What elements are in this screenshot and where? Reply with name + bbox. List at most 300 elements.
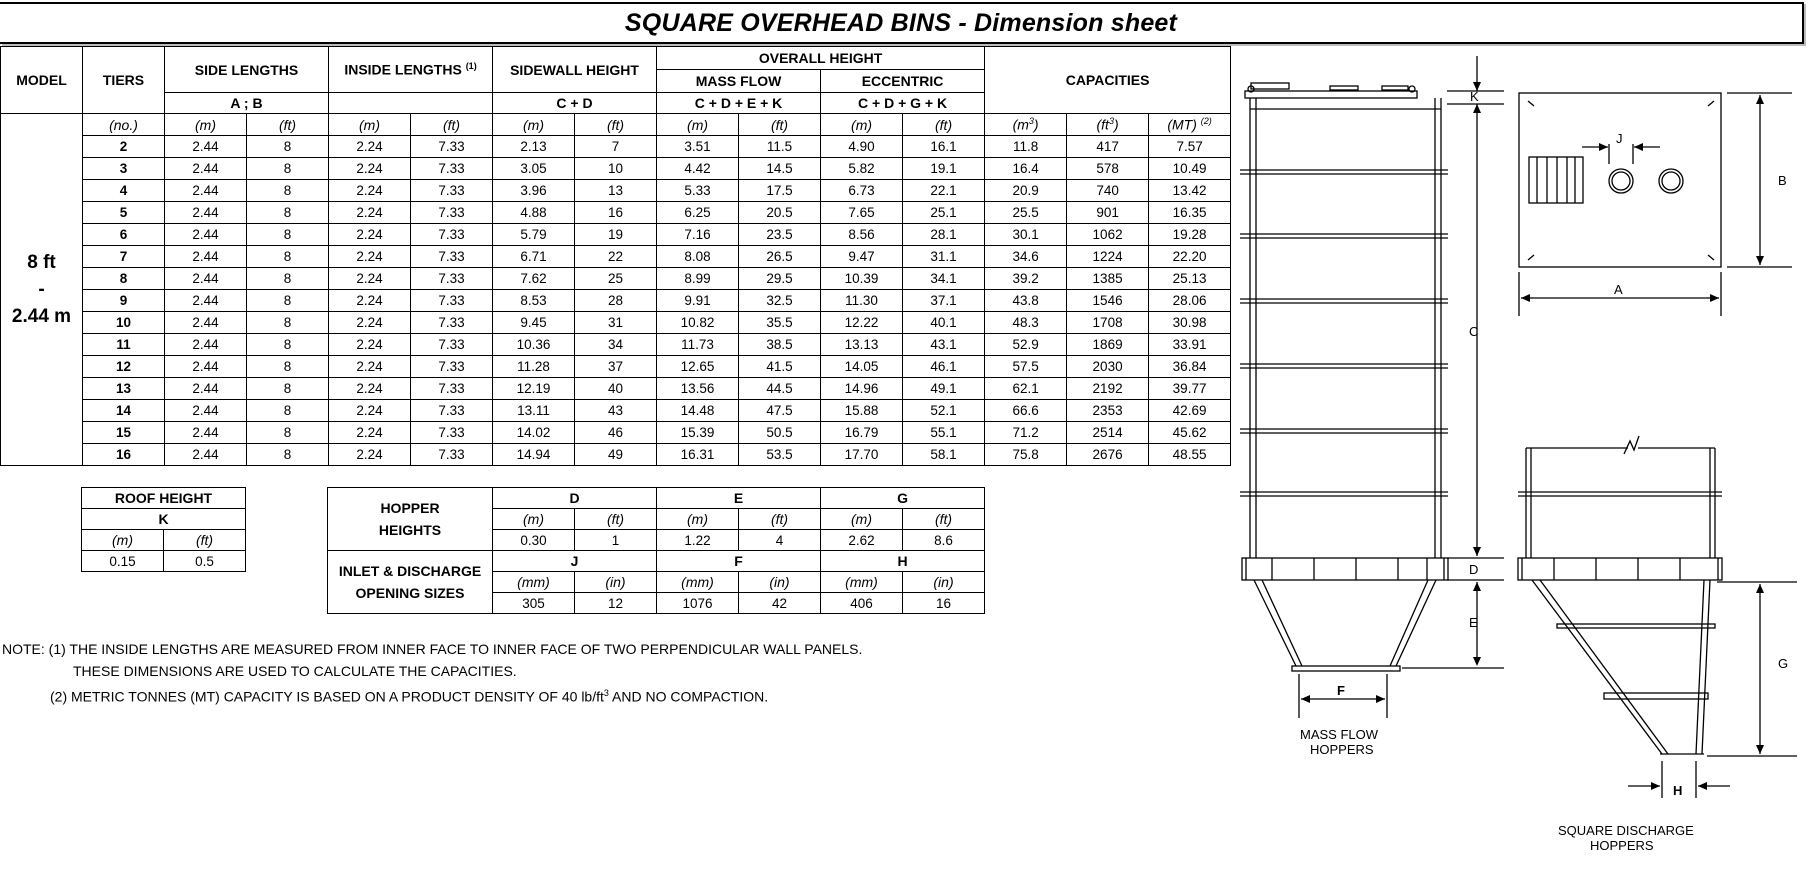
- table-cell: 2.24: [329, 202, 411, 224]
- table-cell: 30.98: [1149, 312, 1231, 334]
- table-cell: 417: [1067, 136, 1149, 158]
- table-cell: 3.51: [657, 136, 739, 158]
- table-cell: 2676: [1067, 444, 1149, 466]
- table-cell: 4.90: [821, 136, 903, 158]
- table-cell: 8: [247, 158, 329, 180]
- table-cell: 16.4: [985, 158, 1067, 180]
- unit-m: (m): [493, 114, 575, 136]
- table-cell: 19: [575, 224, 657, 246]
- dim-e-label: E: [1469, 615, 1478, 630]
- table-cell: 39.77: [1149, 378, 1231, 400]
- table-cell: 1062: [1067, 224, 1149, 246]
- unit-in: (in): [575, 572, 657, 593]
- table-cell: 28.1: [903, 224, 985, 246]
- tier-cell: 7: [83, 246, 165, 268]
- note-2: (2) METRIC TONNES (MT) CAPACITY IS BASED ON A PRODUCT DENSITY OF 40 $lb/ft^3$ AND NO COMPACTION.: [50, 688, 769, 705]
- table-cell: 19.28: [1149, 224, 1231, 246]
- table-cell: 7.33: [411, 180, 493, 202]
- table-cell: 8: [247, 422, 329, 444]
- table-cell: 58.1: [903, 444, 985, 466]
- table-cell: 8: [247, 444, 329, 466]
- table-cell: 2.24: [329, 356, 411, 378]
- table-cell: 8: [247, 202, 329, 224]
- table-cell: 2.24: [329, 400, 411, 422]
- table-cell: 2192: [1067, 378, 1149, 400]
- table-cell: 9.91: [657, 290, 739, 312]
- table-cell: 41.5: [739, 356, 821, 378]
- table-cell: 8: [247, 312, 329, 334]
- table-cell: 44.5: [739, 378, 821, 400]
- table-cell: 4.42: [657, 158, 739, 180]
- table-cell: 5.79: [493, 224, 575, 246]
- table-cell: 22: [575, 246, 657, 268]
- unit-m: (m): [329, 114, 411, 136]
- table-row: [1, 334, 1231, 356]
- table-cell: 2.44: [165, 246, 247, 268]
- unit-mm: (mm): [493, 572, 575, 593]
- unit-no: (no.): [83, 114, 165, 136]
- table-cell: 23.5: [739, 224, 821, 246]
- unit-ft: (ft): [575, 509, 657, 530]
- table-cell: 20.9: [985, 180, 1067, 202]
- table-cell: 10.49: [1149, 158, 1231, 180]
- table-cell: 2.44: [165, 202, 247, 224]
- table-cell: 7.16: [657, 224, 739, 246]
- table-cell: 2.24: [329, 312, 411, 334]
- table-cell: 31.1: [903, 246, 985, 268]
- tier-cell: 8: [83, 268, 165, 290]
- header-sidewall-height: SIDEWALL HEIGHT: [493, 47, 657, 93]
- table-cell: 22.20: [1149, 246, 1231, 268]
- unit-mm: (mm): [821, 572, 903, 593]
- table-cell: 2.44: [165, 378, 247, 400]
- table-cell: 13.11: [493, 400, 575, 422]
- table-cell: 20.5: [739, 202, 821, 224]
- table-cell: 16.31: [657, 444, 739, 466]
- table-cell: 7.33: [411, 334, 493, 356]
- header-inside-lengths-sub: [329, 93, 493, 114]
- table-cell: 29.5: [739, 268, 821, 290]
- table-cell: 740: [1067, 180, 1149, 202]
- table-cell: 1385: [1067, 268, 1149, 290]
- table-cell: 10.39: [821, 268, 903, 290]
- table-cell: 6.73: [821, 180, 903, 202]
- table-cell: 34.1: [903, 268, 985, 290]
- table-cell: 10.82: [657, 312, 739, 334]
- table-cell: 2.24: [329, 224, 411, 246]
- table-cell: 43: [575, 400, 657, 422]
- unit-ft: (ft): [903, 509, 985, 530]
- unit-m3: $(m^3)$: [985, 114, 1067, 136]
- hopper-g-m: 2.62: [821, 530, 903, 551]
- hopper-e-ft: 4: [739, 530, 821, 551]
- table-cell: 43.8: [985, 290, 1067, 312]
- dim-c-label: C: [1469, 324, 1479, 339]
- table-cell: 2.44: [165, 268, 247, 290]
- table-cell: 17.70: [821, 444, 903, 466]
- unit-m: (m): [657, 509, 739, 530]
- table-cell: 8.99: [657, 268, 739, 290]
- table-cell: 2.44: [165, 312, 247, 334]
- table-cell: 7.33: [411, 356, 493, 378]
- table-cell: 6.71: [493, 246, 575, 268]
- table-cell: 37: [575, 356, 657, 378]
- table-cell: 3.05: [493, 158, 575, 180]
- table-cell: 13.42: [1149, 180, 1231, 202]
- header-eccentric-sub: C + D + G + K: [821, 93, 985, 114]
- unit-in: (in): [739, 572, 821, 593]
- table-cell: 8: [247, 136, 329, 158]
- table-cell: 2.44: [165, 444, 247, 466]
- dim-f-label: F: [1337, 683, 1345, 698]
- tier-cell: 13: [83, 378, 165, 400]
- table-cell: 2.24: [329, 268, 411, 290]
- table-cell: 37.1: [903, 290, 985, 312]
- header-mass-flow-sub: C + D + E + K: [657, 93, 821, 114]
- table-cell: 7.33: [411, 312, 493, 334]
- inlet-label: INLET & DISCHARGE OPENING SIZES: [328, 551, 493, 614]
- unit-mm: (mm): [657, 572, 739, 593]
- unit-m: (m): [821, 509, 903, 530]
- table-cell: 7.33: [411, 378, 493, 400]
- table-cell: 28: [575, 290, 657, 312]
- notes: [2, 638, 862, 708]
- table-cell: 2.24: [329, 136, 411, 158]
- table-cell: 7.33: [411, 444, 493, 466]
- header-side-lengths: SIDE LENGTHS: [165, 47, 329, 93]
- table-cell: 7.33: [411, 422, 493, 444]
- unit-ft3: $(ft^3)$: [1067, 114, 1149, 136]
- tier-cell: 2: [83, 136, 165, 158]
- table-row: [1, 290, 1231, 312]
- tier-cell: 5: [83, 202, 165, 224]
- table-cell: 2.44: [165, 422, 247, 444]
- table-cell: 8: [247, 378, 329, 400]
- table-cell: 8: [247, 268, 329, 290]
- title-bar: [0, 2, 1804, 44]
- hopper-d-ft: 1: [575, 530, 657, 551]
- table-cell: 50.5: [739, 422, 821, 444]
- table-cell: 35.5: [739, 312, 821, 334]
- table-cell: 2.24: [329, 334, 411, 356]
- table-row: [1, 136, 1231, 158]
- table-cell: 14.02: [493, 422, 575, 444]
- table-cell: 8: [247, 290, 329, 312]
- bin-drawing: [1232, 46, 1812, 856]
- table-cell: 2.24: [329, 246, 411, 268]
- header-side-lengths-sub: A ; B: [165, 93, 329, 114]
- unit-m: (m): [165, 114, 247, 136]
- roof-unit-ft: (ft): [164, 530, 246, 551]
- roof-sub: K: [82, 509, 246, 530]
- opening-h-in: 16: [903, 593, 985, 614]
- table-cell: 10: [575, 158, 657, 180]
- table-cell: 32.5: [739, 290, 821, 312]
- table-cell: 40.1: [903, 312, 985, 334]
- table-cell: 2.44: [165, 400, 247, 422]
- table-cell: 2.24: [329, 158, 411, 180]
- table-cell: 42.69: [1149, 400, 1231, 422]
- opening-f-in: 42: [739, 593, 821, 614]
- table-cell: 8: [247, 400, 329, 422]
- square-discharge-caption-2: HOPPERS: [1590, 838, 1654, 853]
- unit-m: (m): [657, 114, 739, 136]
- header-tiers: TIERS: [83, 47, 165, 114]
- table-cell: 11.5: [739, 136, 821, 158]
- table-cell: 52.9: [985, 334, 1067, 356]
- dim-b-label: B: [1778, 173, 1787, 188]
- table-cell: 6.25: [657, 202, 739, 224]
- table-cell: 7.33: [411, 158, 493, 180]
- table-row: [1, 224, 1231, 246]
- square-discharge-caption: SQUARE DISCHARGE: [1558, 823, 1694, 838]
- table-cell: 30.1: [985, 224, 1067, 246]
- table-cell: 71.2: [985, 422, 1067, 444]
- table-cell: 49: [575, 444, 657, 466]
- table-cell: 48.55: [1149, 444, 1231, 466]
- table-cell: 26.5: [739, 246, 821, 268]
- table-cell: 12.22: [821, 312, 903, 334]
- dim-d-label: D: [1469, 562, 1479, 577]
- table-cell: 1708: [1067, 312, 1149, 334]
- tier-cell: 15: [83, 422, 165, 444]
- table-cell: 11.73: [657, 334, 739, 356]
- header-eccentric: ECCENTRIC: [821, 70, 985, 93]
- tier-cell: 10: [83, 312, 165, 334]
- table-cell: 25.5: [985, 202, 1067, 224]
- table-cell: 13: [575, 180, 657, 202]
- header-overall-height: OVERALL HEIGHT: [657, 47, 985, 70]
- table-cell: 38.5: [739, 334, 821, 356]
- table-cell: 11.28: [493, 356, 575, 378]
- table-cell: 8: [247, 334, 329, 356]
- mass-flow-caption: MASS FLOW: [1300, 727, 1379, 742]
- note-1: NOTE: (1) THE INSIDE LENGTHS ARE MEASURED FROM INNER FACE TO INNER FACE OF TWO PERPENDICULAR WALL PANELS.: [2, 641, 863, 657]
- table-cell: 55.1: [903, 422, 985, 444]
- opening-j-mm: 305: [493, 593, 575, 614]
- table-cell: 2.44: [165, 180, 247, 202]
- tier-cell: 3: [83, 158, 165, 180]
- table-cell: 34.6: [985, 246, 1067, 268]
- unit-ft: (ft): [739, 509, 821, 530]
- dim-h-label: H: [1673, 783, 1683, 798]
- table-cell: 2.44: [165, 224, 247, 246]
- table-cell: 14.5: [739, 158, 821, 180]
- hopper-g-ft: 8.6: [903, 530, 985, 551]
- table-cell: 8: [247, 356, 329, 378]
- table-cell: 9.47: [821, 246, 903, 268]
- table-cell: 578: [1067, 158, 1149, 180]
- table-cell: 13.13: [821, 334, 903, 356]
- table-cell: 57.5: [985, 356, 1067, 378]
- dimension-table: [0, 46, 1231, 466]
- table-cell: 16.35: [1149, 202, 1231, 224]
- table-cell: 7.33: [411, 136, 493, 158]
- table-cell: 45.62: [1149, 422, 1231, 444]
- table-cell: 16.1: [903, 136, 985, 158]
- hopper-e-header: E: [657, 488, 821, 509]
- table-cell: 5.33: [657, 180, 739, 202]
- table-row: [1, 356, 1231, 378]
- table-cell: 28.06: [1149, 290, 1231, 312]
- table-cell: 2353: [1067, 400, 1149, 422]
- table-cell: 7.33: [411, 268, 493, 290]
- units-row: [1, 114, 1231, 136]
- table-cell: 2030: [1067, 356, 1149, 378]
- table-cell: 3.96: [493, 180, 575, 202]
- roof-value-m: 0.15: [82, 551, 164, 572]
- table-row: [1, 312, 1231, 334]
- table-cell: 16.79: [821, 422, 903, 444]
- table-cell: 7.33: [411, 202, 493, 224]
- tier-cell: 6: [83, 224, 165, 246]
- table-cell: 25.1: [903, 202, 985, 224]
- table-cell: 2.24: [329, 444, 411, 466]
- table-cell: 47.5: [739, 400, 821, 422]
- table-cell: 2.44: [165, 334, 247, 356]
- table-row: [1, 202, 1231, 224]
- model-cell: 8 ft - 2.44 m: [1, 114, 83, 466]
- unit-ft: (ft): [575, 114, 657, 136]
- table-cell: 7.33: [411, 246, 493, 268]
- opening-f-mm: 1076: [657, 593, 739, 614]
- table-cell: 7.33: [411, 224, 493, 246]
- tier-cell: 16: [83, 444, 165, 466]
- table-cell: 34: [575, 334, 657, 356]
- unit-ft: (ft): [247, 114, 329, 136]
- table-cell: 10.36: [493, 334, 575, 356]
- table-cell: 9.45: [493, 312, 575, 334]
- unit-mt: (MT) $^{(2)}$: [1149, 114, 1231, 136]
- table-cell: 8.08: [657, 246, 739, 268]
- table-cell: 2.44: [165, 136, 247, 158]
- table-cell: 1546: [1067, 290, 1149, 312]
- table-cell: 52.1: [903, 400, 985, 422]
- table-cell: 25: [575, 268, 657, 290]
- opening-h-header: H: [821, 551, 985, 572]
- hopper-table: [327, 487, 985, 614]
- table-cell: 25.13: [1149, 268, 1231, 290]
- unit-ft: (ft): [739, 114, 821, 136]
- table-cell: 7.62: [493, 268, 575, 290]
- unit-in: (in): [903, 572, 985, 593]
- table-cell: 2.44: [165, 158, 247, 180]
- table-cell: 16: [575, 202, 657, 224]
- tier-cell: 11: [83, 334, 165, 356]
- header-mass-flow: MASS FLOW: [657, 70, 821, 93]
- table-cell: 19.1: [903, 158, 985, 180]
- table-cell: 39.2: [985, 268, 1067, 290]
- table-cell: 33.91: [1149, 334, 1231, 356]
- hopper-heights-label: HOPPER HEIGHTS: [328, 488, 493, 551]
- hopper-d-header: D: [493, 488, 657, 509]
- table-cell: 2.24: [329, 180, 411, 202]
- dim-k-label: K: [1470, 89, 1479, 104]
- table-row: [1, 158, 1231, 180]
- tier-cell: 14: [83, 400, 165, 422]
- header-sidewall-sub: C + D: [493, 93, 657, 114]
- table-cell: 2.24: [329, 422, 411, 444]
- header-inside-lengths: INSIDE LENGTHS $^{(1)}$: [329, 47, 493, 93]
- header-capacities: CAPACITIES: [985, 47, 1231, 114]
- table-cell: 12.19: [493, 378, 575, 400]
- tier-cell: 4: [83, 180, 165, 202]
- opening-f-header: F: [657, 551, 821, 572]
- table-row: [1, 268, 1231, 290]
- table-cell: 2.44: [165, 356, 247, 378]
- table-cell: 15.39: [657, 422, 739, 444]
- table-cell: 1224: [1067, 246, 1149, 268]
- unit-m: (m): [821, 114, 903, 136]
- table-cell: 8: [247, 224, 329, 246]
- mass-flow-caption-2: HOPPERS: [1310, 742, 1374, 757]
- table-cell: 43.1: [903, 334, 985, 356]
- table-cell: 66.6: [985, 400, 1067, 422]
- table-cell: 8: [247, 246, 329, 268]
- table-row: [1, 180, 1231, 202]
- table-cell: 11.30: [821, 290, 903, 312]
- table-cell: 2.24: [329, 290, 411, 312]
- table-cell: 2514: [1067, 422, 1149, 444]
- dim-g-label: G: [1778, 656, 1789, 671]
- table-cell: 14.48: [657, 400, 739, 422]
- table-cell: 2.13: [493, 136, 575, 158]
- opening-j-header: J: [493, 551, 657, 572]
- table-cell: 7.33: [411, 400, 493, 422]
- table-cell: 7: [575, 136, 657, 158]
- table-cell: 7.65: [821, 202, 903, 224]
- table-cell: 12.65: [657, 356, 739, 378]
- opening-h-mm: 406: [821, 593, 903, 614]
- table-cell: 36.84: [1149, 356, 1231, 378]
- table-cell: 1869: [1067, 334, 1149, 356]
- table-cell: 48.3: [985, 312, 1067, 334]
- table-row: [1, 422, 1231, 444]
- roof-title: ROOF HEIGHT: [82, 488, 246, 509]
- table-cell: 901: [1067, 202, 1149, 224]
- roof-value-ft: 0.5: [164, 551, 246, 572]
- table-cell: 14.96: [821, 378, 903, 400]
- table-cell: 15.88: [821, 400, 903, 422]
- table-cell: 2.24: [329, 378, 411, 400]
- header-model: MODEL: [1, 47, 83, 114]
- hopper-g-header: G: [821, 488, 985, 509]
- table-row: [1, 444, 1231, 466]
- dim-a-label: A: [1614, 282, 1623, 297]
- table-cell: 22.1: [903, 180, 985, 202]
- tier-cell: 9: [83, 290, 165, 312]
- unit-m: (m): [493, 509, 575, 530]
- table-cell: 49.1: [903, 378, 985, 400]
- page-title: SQUARE OVERHEAD BINS - Dimension sheet: [624, 8, 1178, 37]
- table-row: [1, 246, 1231, 268]
- table-cell: 13.56: [657, 378, 739, 400]
- roof-height-table: [81, 487, 246, 572]
- table-cell: 8.53: [493, 290, 575, 312]
- table-cell: 53.5: [739, 444, 821, 466]
- unit-ft: (ft): [903, 114, 985, 136]
- table-cell: 8.56: [821, 224, 903, 246]
- table-cell: 46.1: [903, 356, 985, 378]
- table-cell: 5.82: [821, 158, 903, 180]
- table-row: [1, 378, 1231, 400]
- table-row: [1, 400, 1231, 422]
- tier-cell: 12: [83, 356, 165, 378]
- table-cell: 31: [575, 312, 657, 334]
- table-cell: 62.1: [985, 378, 1067, 400]
- table-cell: 75.8: [985, 444, 1067, 466]
- table-cell: 4.88: [493, 202, 575, 224]
